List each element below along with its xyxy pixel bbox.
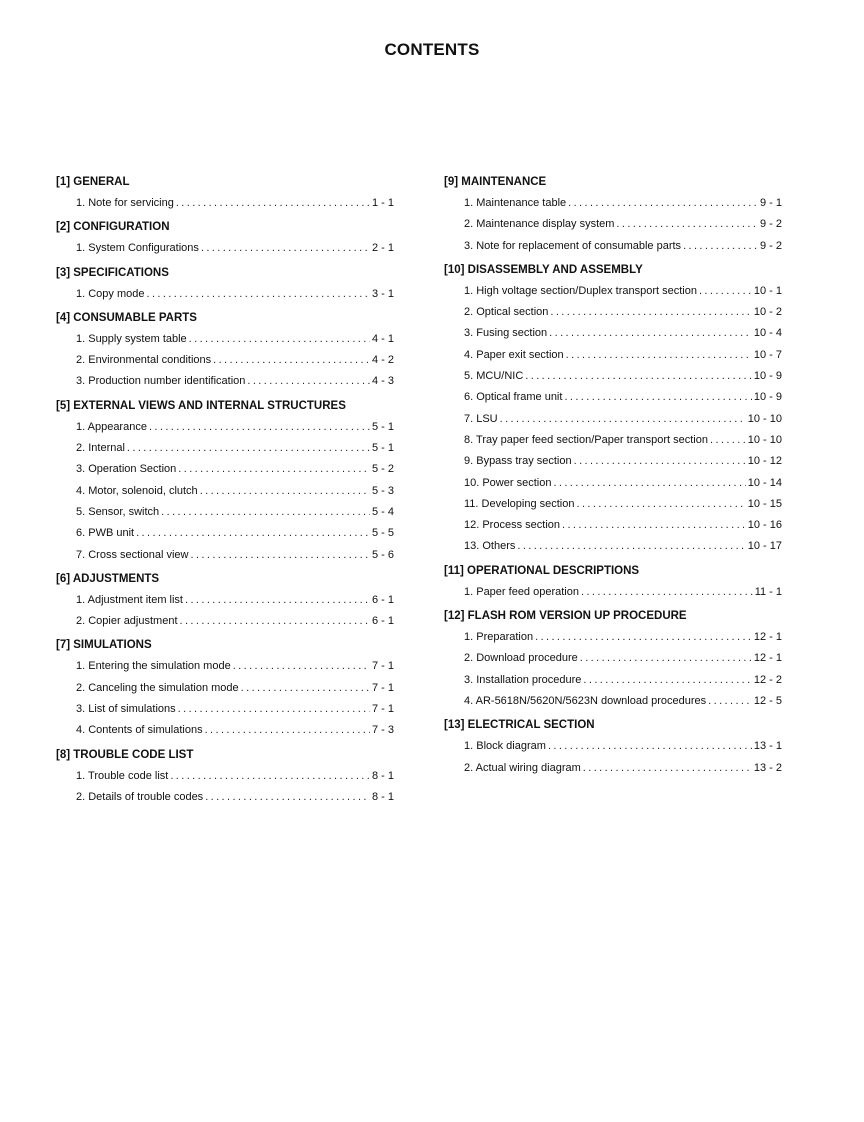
toc-entry-page: 13 - 1 xyxy=(753,740,782,753)
toc-entry[interactable] xyxy=(444,302,782,323)
dot-leader xyxy=(241,678,370,699)
toc-entry-page: 4 - 2 xyxy=(371,354,394,367)
toc-entry-label: 10. Power section xyxy=(464,476,552,489)
toc-entry-page: 8 - 1 xyxy=(371,790,394,803)
toc-entry-page: 7 - 3 xyxy=(371,724,394,737)
dot-leader xyxy=(574,451,746,472)
dot-leader xyxy=(149,417,370,438)
toc-entry-page: 13 - 2 xyxy=(753,761,782,774)
toc-entry-page: 5 - 1 xyxy=(371,442,394,455)
toc-entry-page: 7 - 1 xyxy=(371,660,394,673)
dot-leader xyxy=(708,691,752,712)
page-title: CONTENTS xyxy=(384,40,480,59)
toc-entry[interactable] xyxy=(444,670,782,691)
dot-leader xyxy=(525,366,752,387)
toc-entry-page: 11 - 1 xyxy=(754,585,782,598)
toc-entry-page: 5 - 6 xyxy=(371,548,394,561)
toc-entry-label: 6. Optical frame unit xyxy=(464,391,563,404)
toc-entry-page: 5 - 4 xyxy=(371,505,394,518)
toc-entry-page: 10 - 14 xyxy=(747,476,782,489)
toc-entry-page: 2 - 1 xyxy=(371,242,394,255)
dot-leader xyxy=(517,536,745,557)
dot-leader xyxy=(205,787,370,808)
toc-entry-page: 9 - 2 xyxy=(759,239,782,252)
dot-leader xyxy=(550,302,751,323)
toc-entry-label: 1. Block diagram xyxy=(464,740,546,753)
toc-entry-page: 10 - 17 xyxy=(747,540,782,553)
toc-entry-label: 4. AR-5618N/5620N/5623N download procedures xyxy=(464,694,707,707)
toc-entry-label: 6. PWB unit xyxy=(76,527,135,540)
toc-entry-label: 4. Motor, solenoid, clutch xyxy=(76,484,198,497)
toc-entry-label: 2. Maintenance display system xyxy=(464,218,615,231)
toc-entry[interactable] xyxy=(444,366,782,387)
toc-entry-label: 2. Actual wiring diagram xyxy=(464,761,581,774)
dot-leader xyxy=(549,323,752,344)
toc-entry[interactable] xyxy=(444,345,782,366)
toc-entry[interactable] xyxy=(444,473,782,494)
toc-entry-label: 2. Optical section xyxy=(464,306,549,319)
section-heading-adjustments: [6] ADJUSTMENTS xyxy=(56,572,160,585)
toc-entry-page: 10 - 2 xyxy=(753,306,782,319)
dot-leader xyxy=(616,214,758,235)
toc-entry[interactable] xyxy=(444,691,782,712)
section-heading-general: [1] GENERAL xyxy=(56,176,130,188)
dot-leader xyxy=(583,670,751,691)
toc-entry-label: 3. List of simulations xyxy=(76,703,176,716)
toc-entry-page: 1 - 1 xyxy=(371,197,394,209)
dot-leader xyxy=(180,611,370,632)
section-heading-operational-descriptions: [11] OPERATIONAL DESCRIPTIONS xyxy=(444,564,640,577)
dot-leader xyxy=(576,494,745,515)
toc-entry[interactable] xyxy=(444,648,782,669)
toc-entry[interactable] xyxy=(56,545,394,566)
toc-entry[interactable] xyxy=(56,678,394,699)
toc-entry-page: 12 - 5 xyxy=(753,694,782,707)
dot-leader xyxy=(127,438,370,459)
toc-entry-page: 10 - 10 xyxy=(747,433,782,446)
toc-entry-page: 9 - 1 xyxy=(759,197,782,209)
toc-entry-page: 10 - 9 xyxy=(753,391,782,404)
toc-entry-page: 5 - 2 xyxy=(371,463,394,476)
toc-entry-label: 1. High voltage section/Duplex transport section xyxy=(464,284,697,297)
toc-entry-label: 1. Appearance xyxy=(76,420,147,433)
toc-entry-label: 1. Entering the simulation mode xyxy=(76,660,231,673)
toc-entry-label: 1. Copy mode xyxy=(76,287,145,300)
toc-entry[interactable] xyxy=(444,758,782,779)
toc-entry-page: 4 - 3 xyxy=(371,375,394,388)
toc-entry-page: 5 - 5 xyxy=(371,527,394,540)
toc-entry-label: 1. Supply system table xyxy=(76,332,187,345)
toc-entry-page: 9 - 2 xyxy=(759,218,782,231)
dot-leader xyxy=(191,545,370,566)
dot-leader xyxy=(200,481,370,502)
dot-leader xyxy=(564,387,751,408)
toc-entry-label: 11. Developing section xyxy=(464,497,575,510)
toc-entry[interactable] xyxy=(444,515,782,536)
section-heading-trouble-code-list: [8] TROUBLE CODE LIST xyxy=(56,748,194,761)
toc-entry-page: 3 - 1 xyxy=(371,287,394,300)
toc-entry[interactable] xyxy=(444,736,782,757)
section-heading-maintenance: [9] MAINTENANCE xyxy=(444,176,547,188)
toc-entry[interactable] xyxy=(56,787,394,808)
toc-entry-page: 10 - 1 xyxy=(753,284,782,297)
toc-entry-label: 5. Sensor, switch xyxy=(76,505,160,518)
toc-entry-label: 2. Copier adjustment xyxy=(76,615,178,628)
toc-entry-page: 12 - 1 xyxy=(753,631,782,644)
toc-right-column xyxy=(444,169,782,779)
toc-entry[interactable] xyxy=(56,193,394,214)
toc-entry-label: 2. Details of trouble codes xyxy=(76,790,204,803)
toc-entry[interactable] xyxy=(444,193,782,214)
toc-entry[interactable] xyxy=(444,451,782,472)
toc-entry[interactable] xyxy=(444,387,782,408)
toc-entry-label: 1. System Configurations xyxy=(76,242,199,255)
section-heading-specifications: [3] SPECIFICATIONS xyxy=(56,266,169,279)
toc-entry[interactable] xyxy=(56,590,394,611)
dot-leader xyxy=(170,766,370,787)
dot-leader xyxy=(233,656,370,677)
toc-entry-label: 2. Environmental conditions xyxy=(76,354,212,367)
toc-entry-page: 12 - 2 xyxy=(753,673,782,686)
toc-entry-label: 3. Production number identification xyxy=(76,375,246,388)
dot-leader xyxy=(161,502,370,523)
toc-entry-label: 1. Maintenance table xyxy=(464,197,567,209)
toc-entry[interactable] xyxy=(56,329,394,350)
dot-leader xyxy=(176,193,370,214)
toc-entry-page: 8 - 1 xyxy=(371,769,394,782)
section-heading-disassembly-and-assembly: [10] DISASSEMBLY AND ASSEMBLY xyxy=(444,263,643,276)
toc-entry-page: 6 - 1 xyxy=(371,593,394,606)
dot-leader xyxy=(553,473,745,494)
dot-leader xyxy=(205,720,370,741)
dot-leader xyxy=(136,523,370,544)
toc-entry-label: 4. Contents of simulations xyxy=(76,724,203,737)
toc-entry-label: 12. Process section xyxy=(464,519,560,532)
toc-entry-page: 4 - 1 xyxy=(371,332,394,345)
toc-entry[interactable] xyxy=(56,720,394,741)
toc-entry-label: 1. Preparation xyxy=(464,631,534,644)
toc-entry[interactable] xyxy=(56,459,394,480)
toc-entry-label: 5. MCU/NIC xyxy=(464,370,524,383)
dot-leader xyxy=(562,515,746,536)
dot-leader xyxy=(566,345,752,366)
toc-entry-page: 10 - 16 xyxy=(747,519,782,532)
toc-entry-label: 1. Note for servicing xyxy=(76,197,174,209)
toc-entry-label: 1. Trouble code list xyxy=(76,769,169,782)
toc-entry[interactable] xyxy=(56,766,394,787)
section-heading-flash-rom-version-up-procedure: [12] FLASH ROM VERSION UP PROCEDURE xyxy=(444,610,687,623)
section-heading-external-views-and-internal-structures: [5] EXTERNAL VIEWS AND INTERNAL STRUCTURES xyxy=(56,399,346,412)
dot-leader xyxy=(247,371,370,392)
section-heading-simulations: [7] SIMULATIONS xyxy=(56,639,152,652)
dot-leader xyxy=(710,430,746,451)
toc-entry-page: 5 - 3 xyxy=(371,484,394,497)
toc-entry[interactable] xyxy=(444,409,782,430)
toc-entry[interactable] xyxy=(444,494,782,515)
dot-leader xyxy=(178,699,370,720)
toc-entry[interactable] xyxy=(444,582,782,603)
dot-leader xyxy=(580,648,752,669)
dot-leader xyxy=(201,238,370,259)
dot-leader xyxy=(213,350,370,371)
toc-entry-page: 7 - 1 xyxy=(371,703,394,716)
toc-entry[interactable] xyxy=(444,323,782,344)
toc-entry[interactable] xyxy=(444,214,782,235)
toc-entry-page: 10 - 9 xyxy=(753,370,782,383)
toc-entry-label: 7. Cross sectional view xyxy=(76,548,189,561)
toc-entry-page: 10 - 7 xyxy=(753,348,782,361)
dot-leader xyxy=(185,590,370,611)
toc-entry-label: 13. Others xyxy=(464,540,516,553)
toc-left-column xyxy=(56,169,394,808)
toc-entry[interactable] xyxy=(444,627,782,648)
dot-leader xyxy=(683,236,758,257)
toc-entry[interactable] xyxy=(56,284,394,305)
toc-entry-label: 3. Operation Section xyxy=(76,463,177,476)
toc-entry-page: 10 - 4 xyxy=(753,327,782,340)
toc-entry[interactable] xyxy=(444,236,782,257)
toc-entry-label: 1. Adjustment item list xyxy=(76,593,183,606)
section-heading-consumable-parts: [4] CONSUMABLE PARTS xyxy=(56,311,197,324)
toc-entry-page: 10 - 10 xyxy=(747,412,782,425)
dot-leader xyxy=(535,627,752,648)
section-heading-configuration: [2] CONFIGURATION xyxy=(56,221,170,234)
toc-entry[interactable] xyxy=(56,481,394,502)
toc-entry-label: 1. Paper feed operation xyxy=(464,585,579,598)
toc-entry[interactable] xyxy=(444,536,782,557)
toc-entry[interactable] xyxy=(56,699,394,720)
toc-entry[interactable] xyxy=(56,502,394,523)
toc-entry-label: 2. Canceling the simulation mode xyxy=(76,681,239,694)
toc-entry[interactable] xyxy=(56,238,394,259)
toc-entry-label: 3. Installation procedure xyxy=(464,673,582,686)
dot-leader xyxy=(568,193,758,214)
toc-entry-label: 2. Internal xyxy=(76,442,125,455)
toc-entry-label: 3. Fusing section xyxy=(464,327,548,340)
dot-leader xyxy=(178,459,370,480)
toc-entry-label: 8. Tray paper feed section/Paper transport section xyxy=(464,433,708,446)
toc-entry[interactable] xyxy=(444,430,782,451)
toc-entry[interactable] xyxy=(56,656,394,677)
toc-entry-page: 10 - 15 xyxy=(747,497,782,510)
dot-leader xyxy=(189,329,370,350)
dot-leader xyxy=(699,281,752,302)
toc-entry[interactable] xyxy=(444,281,782,302)
toc-entry-page: 10 - 12 xyxy=(747,455,782,468)
toc-entry[interactable] xyxy=(56,350,394,371)
toc-entry[interactable] xyxy=(56,417,394,438)
toc-entry[interactable] xyxy=(56,438,394,459)
dot-leader xyxy=(500,409,746,430)
toc-entry-label: 2. Download procedure xyxy=(464,652,578,665)
toc-entry-label: 9. Bypass tray section xyxy=(464,455,572,468)
toc-entry-page: 12 - 1 xyxy=(753,652,782,665)
toc-entry-page: 5 - 1 xyxy=(371,420,394,433)
section-heading-electrical-section: [13] ELECTRICAL SECTION xyxy=(444,719,595,732)
dot-leader xyxy=(583,758,752,779)
dot-leader xyxy=(548,736,752,757)
toc-entry-label: 3. Note for replacement of consumable parts xyxy=(464,239,682,252)
toc-entry[interactable] xyxy=(56,611,394,632)
toc-entry-page: 7 - 1 xyxy=(371,681,394,694)
toc-entry[interactable] xyxy=(56,523,394,544)
dot-leader xyxy=(581,582,753,603)
dot-leader xyxy=(146,284,370,305)
toc-entry[interactable] xyxy=(56,371,394,392)
toc-entry-page: 6 - 1 xyxy=(371,615,394,628)
toc-entry-label: 7. LSU xyxy=(464,412,498,425)
toc-entry-label: 4. Paper exit section xyxy=(464,348,564,361)
